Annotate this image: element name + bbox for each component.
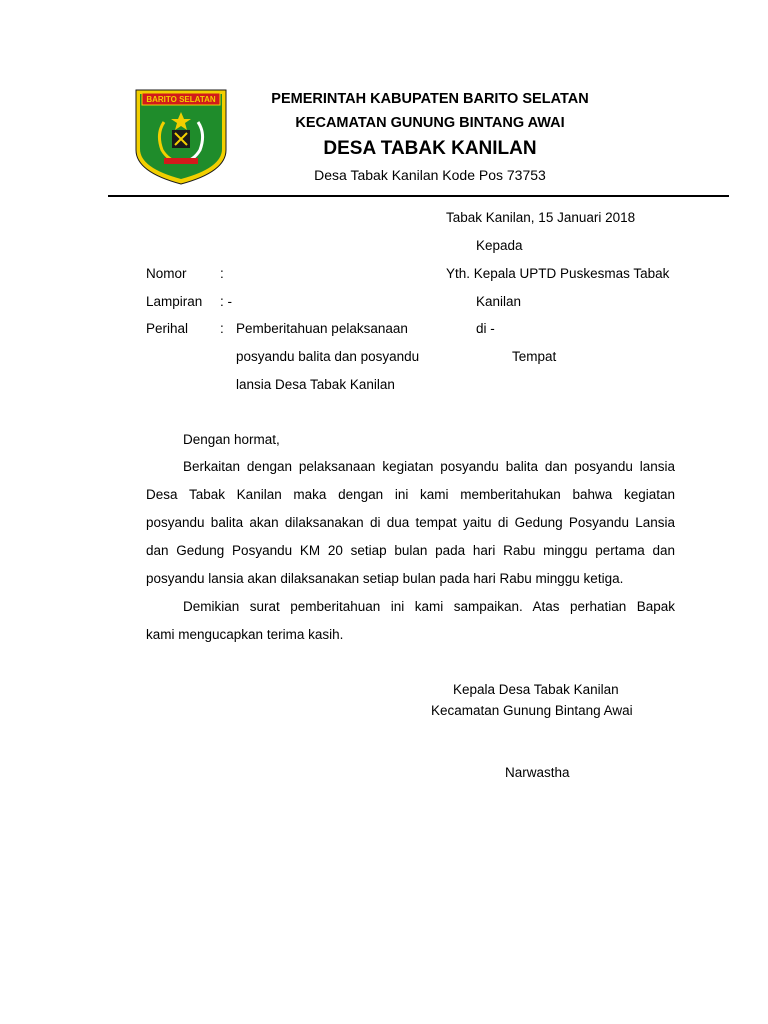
letterhead-government: PEMERINTAH KABUPATEN BARITO SELATAN — [271, 91, 589, 107]
body-p1-line5: posyandu lansia akan dilaksanakan setiap bulan pada hari Rabu minggu ketiga. — [146, 571, 624, 586]
signature-name: Narwastha — [505, 765, 570, 780]
perihal-line2: posyandu balita dan posyandu — [236, 349, 420, 364]
header-divider — [108, 195, 729, 197]
signature-title2: Kecamatan Gunung Bintang Awai — [431, 703, 633, 718]
body-p1-line1: Berkaitan dengan pelaksanaan kegiatan posyandu balita dan posyandu lansia — [183, 459, 675, 474]
signature-title1: Kepala Desa Tabak Kanilan — [453, 682, 619, 697]
body-p2-line2: kami mengucapkan terima kasih. — [146, 627, 344, 642]
perihal-line3: lansia Desa Tabak Kanilan — [236, 377, 395, 392]
nomor-label: Nomor — [146, 266, 187, 281]
recipient-line1: Yth. Kepala UPTD Puskesmas Tabak — [446, 266, 670, 281]
recipient-line2: Kanilan — [476, 294, 522, 309]
greeting: Dengan hormat, — [183, 432, 280, 447]
perihal-label: Perihal — [146, 321, 189, 336]
place-date: Tabak Kanilan, 15 Januari 2018 — [446, 210, 636, 225]
body-p1-line2: Desa Tabak Kanilan maka dengan ini kami memberitahukan bahwa kegiatan — [146, 487, 675, 502]
recipient-line4: Tempat — [512, 349, 557, 364]
letterhead-district: KECAMATAN GUNUNG BINTANG AWAI — [295, 115, 565, 131]
perihal-colon: : — [220, 321, 224, 336]
letterhead-address: Desa Tabak Kanilan Kode Pos 73753 — [314, 167, 546, 183]
perihal-line1: Pemberitahuan pelaksanaan — [236, 321, 408, 336]
recipient-line3: di - — [476, 321, 495, 336]
nomor-value: : — [220, 266, 224, 281]
lampiran-value: : - — [220, 294, 232, 309]
regency-logo — [134, 88, 228, 186]
body-p2-line1: Demikian surat pemberitahuan ini kami sampaikan. Atas perhatian Bapak — [183, 599, 675, 614]
regency-emblem-icon — [134, 88, 228, 186]
body-p1-line4: dan Gedung Posyandu KM 20 setiap bulan pada hari Rabu minggu pertama dan — [146, 543, 675, 558]
letterhead-village: DESA TABAK KANILAN — [323, 138, 537, 159]
body-p1-line3: posyandu balita akan dilaksanakan di dua tempat yaitu di Gedung Posyandu Lansia — [146, 515, 675, 530]
logo-banner-text: BARITO SELATAN — [146, 95, 216, 104]
kepada-label: Kepada — [476, 238, 523, 253]
lampiran-label: Lampiran — [146, 294, 203, 309]
